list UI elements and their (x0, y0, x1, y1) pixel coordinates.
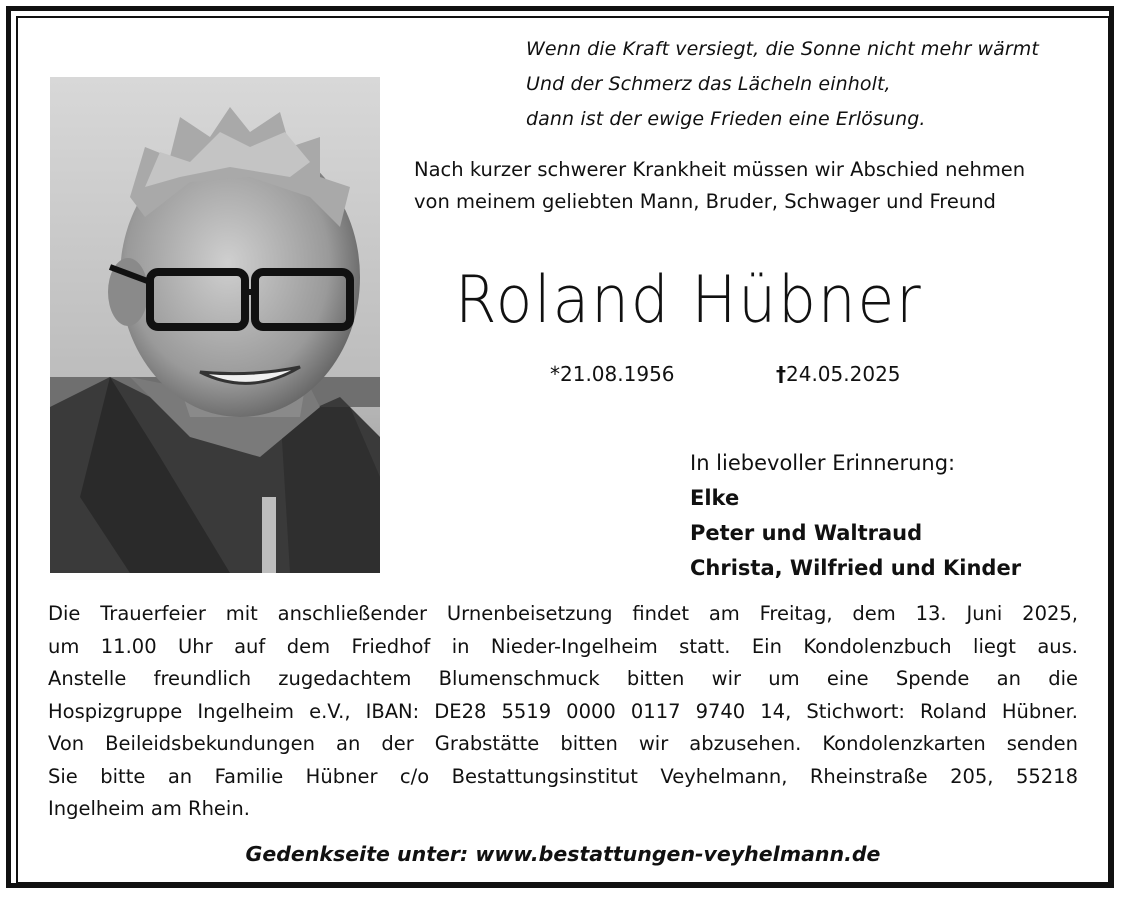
deceased-name: Roland Hübner (455, 263, 923, 338)
birth-date: *21.08.1956 (550, 362, 675, 386)
intro-text (414, 154, 1025, 218)
poem (526, 32, 1039, 137)
mourner-name: Elke (690, 486, 740, 510)
notice-line: Sie bitte an Familie Hübner c/o Bestattungsinstitut Veyhelmann, Rheinstraße 205, 55218 (48, 764, 1078, 788)
portrait-photo (50, 77, 380, 573)
mourner-name: Christa, Wilfried und Kinder (690, 556, 1022, 580)
notice-line: Hospizgruppe Ingelheim e.V., IBAN: DE28 5519 0000 0117 9740 14, Stichwort: Roland Hübner. (48, 699, 1078, 723)
cross-icon: † (776, 362, 786, 386)
poem-line: dann ist der ewige Frieden eine Erlösung. (526, 108, 926, 130)
intro-line: Nach kurzer schwerer Krankheit müssen wir Abschied nehmen (414, 158, 1026, 181)
mourners (690, 446, 1021, 586)
intro-line: von meinem geliebten Mann, Bruder, Schwager und Freund (414, 190, 996, 213)
notice-line: Die Trauerfeier mit anschließender Urnenbeisetzung findet am Freitag, dem 13. Juni 2025, (48, 602, 1078, 625)
death-date-value: 24.05.2025 (786, 362, 901, 386)
mourner-name: Peter und Waltraud (690, 521, 923, 545)
notice-line: um 11.00 Uhr auf dem Friedhof in Nieder-Ingelheim statt. Ein Kondolenzbuch liegt aus. (48, 634, 1078, 658)
notice-line: Ingelheim am Rhein. (48, 797, 250, 820)
poem-line: Wenn die Kraft versiegt, die Sonne nicht mehr wärmt (526, 38, 1039, 60)
poem-line: Und der Schmerz das Lächeln einholt, (526, 73, 891, 95)
notice-line: Von Beileidsbekundungen an der Grabstätte bitten wir abzusehen. Kondolenzkarten senden (48, 732, 1078, 755)
mourners-heading: In liebevoller Erinnerung: (690, 451, 956, 475)
funeral-notice (48, 598, 1078, 826)
memorial-page-link: Gedenkseite unter: www.bestattungen-veyhelmann.de (245, 842, 881, 866)
notice-line: Anstelle freundlich zugedachtem Blumenschmuck bitten wir um eine Spende an die (48, 667, 1078, 690)
death-date (776, 362, 901, 386)
